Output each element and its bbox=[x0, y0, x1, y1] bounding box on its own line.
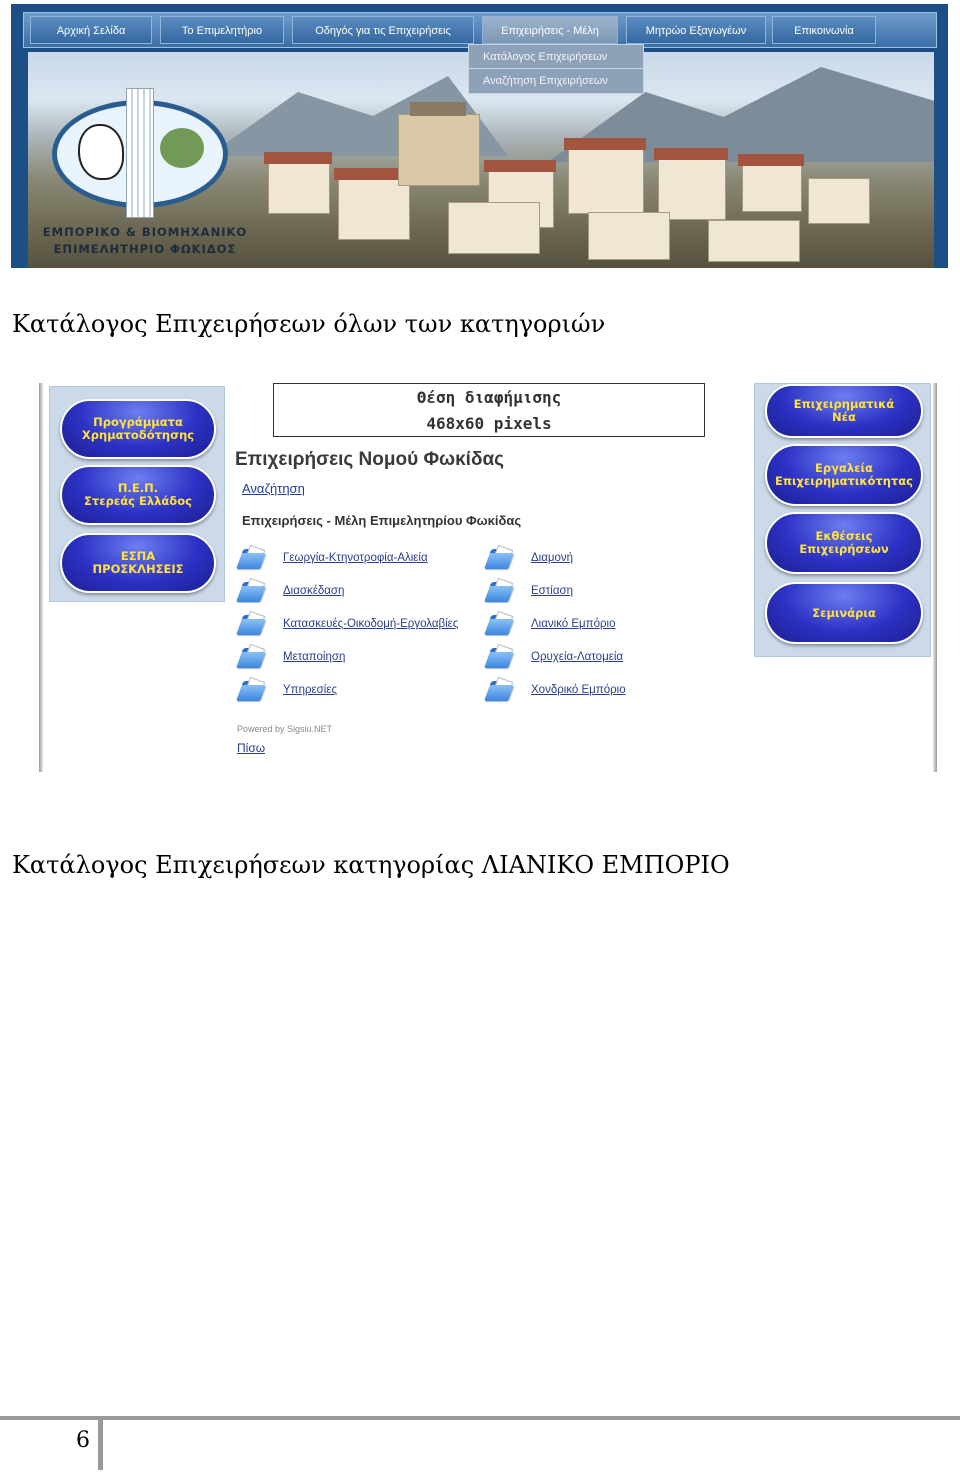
category-label: Κατασκευές-Οικοδομή-Εργολαβίες bbox=[283, 618, 459, 630]
folder-icon bbox=[485, 545, 515, 571]
back-link[interactable]: Πίσω bbox=[237, 741, 266, 755]
nav-item-exporters-registry[interactable]: Μητρώο Εξαγωγέων bbox=[626, 16, 766, 44]
ad-placeholder-title: Θέση διαφήμισης bbox=[416, 388, 562, 407]
category-retail[interactable] bbox=[485, 609, 616, 639]
category-services[interactable] bbox=[237, 675, 337, 705]
right-sidebar bbox=[754, 383, 931, 657]
house-shape bbox=[742, 164, 802, 212]
category-label: Εστίαση bbox=[531, 585, 574, 597]
ad-placeholder bbox=[273, 383, 705, 437]
folder-icon bbox=[237, 611, 267, 637]
category-manufacturing[interactable] bbox=[237, 642, 345, 672]
ad-placeholder-size: 468x60 pixels bbox=[426, 414, 552, 433]
page-number: 6 bbox=[76, 1428, 90, 1453]
folder-icon bbox=[237, 545, 267, 571]
roof-shape bbox=[564, 138, 646, 150]
category-construction[interactable] bbox=[237, 609, 458, 639]
hermes-head-icon bbox=[78, 124, 124, 180]
category-mining[interactable] bbox=[485, 642, 623, 672]
category-label: Διασκέδαση bbox=[283, 585, 345, 597]
folder-icon bbox=[237, 578, 267, 604]
nav-item-chamber[interactable]: Το Επιμελητήριο bbox=[160, 16, 284, 44]
roof-shape bbox=[410, 102, 466, 116]
house-shape bbox=[588, 212, 670, 260]
house-shape bbox=[708, 220, 800, 262]
heading-all-categories: Κατάλογος Επιχειρήσεων όλων των κατηγοριών bbox=[12, 310, 606, 338]
house-shape bbox=[568, 148, 644, 214]
house-shape bbox=[448, 202, 540, 254]
category-label: Υπηρεσίες bbox=[283, 684, 337, 696]
roof-shape bbox=[484, 160, 556, 172]
folder-icon bbox=[485, 644, 515, 670]
house-shape bbox=[658, 158, 726, 220]
olive-branch-icon bbox=[160, 128, 204, 168]
folder-icon bbox=[237, 644, 267, 670]
dropdown-item-business-catalog[interactable]: Κατάλογος Επιχειρήσεων bbox=[469, 46, 643, 69]
directory-title: Επιχειρήσεις Νομού Φωκίδας bbox=[235, 449, 505, 470]
directory-page-screenshot bbox=[11, 383, 948, 772]
roof-shape bbox=[738, 154, 804, 166]
church-shape bbox=[398, 114, 480, 186]
search-link[interactable]: Αναζήτηση bbox=[242, 481, 305, 496]
category-accommodation[interactable] bbox=[485, 543, 573, 573]
nav-item-members[interactable]: Επιχειρήσεις - Μέλη bbox=[482, 16, 618, 44]
house-shape bbox=[338, 178, 410, 240]
nav-item-contact[interactable]: Επικοινωνία bbox=[772, 16, 876, 44]
page-frame-left bbox=[39, 383, 43, 772]
funding-programs-button[interactable]: Προγράμματα Χρηματοδότησης bbox=[60, 399, 216, 459]
page-frame-right bbox=[933, 383, 937, 772]
category-agriculture[interactable] bbox=[237, 543, 428, 573]
category-entertainment[interactable] bbox=[237, 576, 344, 606]
heading-retail-category: Κατάλογος Επιχειρήσεων κατηγορίας ΛΙΑΝΙΚΟ ΕΜΠΟΡΙΟ bbox=[12, 851, 730, 879]
category-food-service[interactable] bbox=[485, 576, 573, 606]
footer-rule bbox=[0, 1416, 960, 1420]
folder-icon bbox=[485, 578, 515, 604]
members-dropdown-menu bbox=[468, 44, 644, 94]
business-news-button[interactable]: Επιχειρηματικά Νέα bbox=[765, 384, 923, 438]
roof-shape bbox=[264, 152, 332, 164]
category-label: Ορυχεία-Λατομεία bbox=[531, 651, 624, 663]
members-section-title: Επιχειρήσεις - Μέλη Επιμελητηρίου Φωκίδας bbox=[242, 513, 522, 528]
house-shape bbox=[268, 162, 330, 214]
folder-icon bbox=[485, 611, 515, 637]
dropdown-item-business-search[interactable]: Αναζήτηση Επιχειρήσεων bbox=[483, 75, 608, 87]
logo-line-1: ΕΜΠΟΡΙΚΟ & ΒΙΟΜΗΧΑΝΙΚΟ bbox=[42, 225, 248, 239]
nav-item-business-guide[interactable]: Οδηγός για τις Επιχειρήσεις bbox=[292, 16, 474, 44]
category-label: Χονδρικό Εμπόριο bbox=[531, 684, 626, 696]
seminars-button[interactable]: Σεμινάρια bbox=[765, 582, 923, 644]
house-shape bbox=[808, 178, 870, 224]
powered-by-text: Powered by Sigsiu.NET bbox=[237, 724, 333, 734]
roof-shape bbox=[654, 148, 728, 160]
category-label: Διαμονή bbox=[531, 552, 574, 564]
site-header-screenshot bbox=[11, 4, 948, 268]
chamber-logo-text bbox=[40, 224, 250, 258]
left-sidebar bbox=[49, 386, 225, 602]
category-label: Μεταποίηση bbox=[283, 651, 346, 663]
column-icon bbox=[126, 88, 154, 218]
category-label: Γεωργία-Κτηνοτροφία-Αλιεία bbox=[283, 552, 428, 564]
entrepreneurship-tools-button[interactable]: Εργαλεία Επιχειρηματικότητας bbox=[765, 444, 923, 506]
logo-line-2: ΕΠΙΜΕΛΗΤΗΡΙΟ ΦΩΚΙΔΟΣ bbox=[53, 242, 237, 256]
espa-calls-button[interactable]: ΕΣΠΑ ΠΡΟΣΚΛΗΣΕΙΣ bbox=[60, 533, 216, 593]
business-exhibitions-button[interactable]: Εκθέσεις Επιχειρήσεων bbox=[765, 512, 923, 574]
footer-vertical-rule bbox=[98, 1418, 103, 1470]
category-label: Λιανικό Εμπόριο bbox=[531, 618, 616, 630]
main-nav-bar bbox=[23, 12, 937, 48]
nav-item-home[interactable]: Αρχική Σελίδα bbox=[30, 16, 152, 44]
pep-sterea-button[interactable]: Π.Ε.Π. Στερεάς Ελλάδος bbox=[60, 465, 216, 525]
folder-icon bbox=[485, 677, 515, 703]
folder-icon bbox=[237, 677, 267, 703]
category-wholesale[interactable] bbox=[485, 675, 626, 705]
